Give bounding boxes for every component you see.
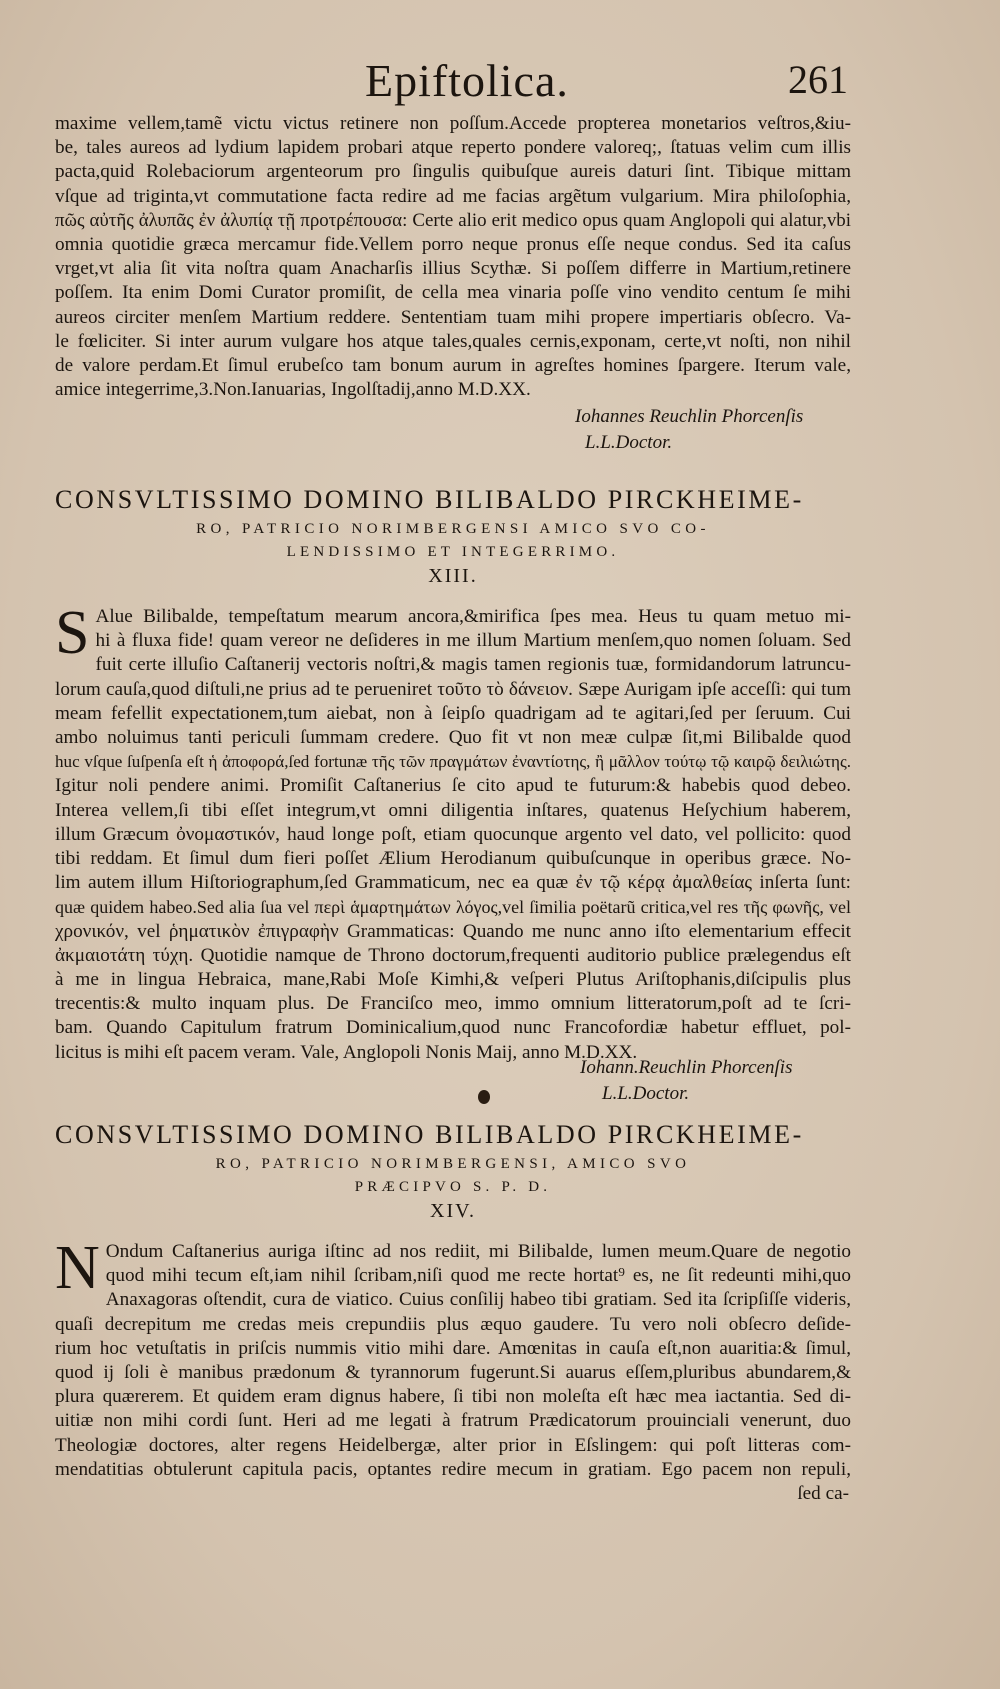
text-line: Anaxagoras oſtendit, cura de viatico. Cuius conſilij habeo tibi gratiam. Sed ita ſcripſiſſe videris, [105, 1289, 851, 1311]
text-line: quod mihi tecum eſt,iam nihil ſcribam,niſi quod me recte hortat⁹ es, ne ſit redeunti mihi,quo [105, 1265, 851, 1287]
text-line: meam fefellit expectationem,tum aiebat, non à ſeipſo quadrigam ad te agitari,ſed per ſeruum. Cui [55, 702, 851, 724]
text-line: pacta,quid Rolebaciorum argenteorum pro ſingulis quibuſque aureis daturi ſint. Tibique mittam [55, 161, 851, 183]
text-line: poſſem. Ita enim Domi Curator promiſit, de cella mea vinaria poſſe vino vendito centum ſe mihi [55, 282, 851, 304]
text-line: lim autem illum Hiſtoriographum,ſed Grammaticum, nec ea quæ ἐν τῷ κέρᾳ ἀμαλθείας inſerta ſunt: [55, 872, 851, 894]
text-line: Ondum Caſtanerius auriga iſtinc ad nos rediit, mi Bilibalde, lumen meum.Quare de negotio [105, 1241, 851, 1262]
text-line: ἀκμαιοτάτη τύχη. Quotidie namque de Throno doctorum,frequenti auditorio publice prælegendus eſt [55, 944, 851, 966]
text-line: omnia quotidie græca mercamur fide.Vellem porro neque pronus eſſe neque condus. Sed ita caſus [55, 234, 851, 256]
text-line: Interea vellem,ſi tibi eſſet integrum,vt omni diligentia inſtares, quatenus Heſychium haberem, [55, 799, 851, 821]
letter-14-heading [55, 1120, 851, 1223]
drop-initial: S [55, 599, 90, 667]
letter-14-body [55, 1234, 851, 1506]
text-line: quod ij ſoli è manibus prædonum & tyrannorum fugerunt.Si auarus eſſem,pluribus abundarem,& [55, 1362, 851, 1384]
letter-prev-body [55, 112, 851, 402]
text-line: de valore perdam.Et ſimul erubeſco tam bonum aurum in agreſtes homines ſpargere. Iterum vale, [55, 355, 851, 377]
letter-number: XIV. [430, 1200, 476, 1222]
page-number: 261 [788, 57, 848, 102]
heading-line: LENDISSIMO ET INTEGERRIMO. [286, 544, 620, 560]
signature-title: L.L.Doctor. [585, 432, 673, 453]
text-line: amice integerrime,3.Non.Ianuarias, Ingolſtadij,anno M.D.XX. [55, 379, 531, 401]
text-line: plura quærerem. Et quidem eram dignus habere, ſi tibi non moleſta eſt hæc mea iactantia. Sed di- [55, 1386, 851, 1408]
heading-line: CONSVLTISSIMO DOMINO BILIBALDO PIRCKHEIME- [55, 485, 804, 514]
text-line: maxime vellem,tamẽ victu victus retinere non poſſum.Accede propterea monetarios veſtros,&iu- [55, 113, 851, 134]
text-line: lorum cauſa,quod diſtuli,ne prius ad te perueniret τοῦτο τὸ δάνειον. Sæpe Aurigam ipſe acceſſi: qui tum [55, 678, 851, 700]
text-line: πῶς αὐτῆς ἀλυπᾶς ἐν ἀλυπίᾳ τῇ προτρέπουσα: Certe alio erit medico opus quam Anglopoli qui alatur,vbi [55, 209, 851, 231]
text-line: quæ quidem habeo.Sed alia ſua vel περὶ ἁμαρτημάτων λόγος,vel ſimilia poëtarũ critica,vel res τῆς φωνῆς, vel [55, 897, 851, 918]
text-line: huc vſque ſuſpenſa eſt ἡ ἀποφορά,ſed fortunæ τῆς τῶν πραγμάτων ἐναντίοτης, ἢ μᾶλλον τούτῳ τῷ καιρῷ δειλιώτης. [55, 752, 851, 772]
heading-line: RO, PATRICIO NORIMBERGENSI, AMICO SVO [215, 1156, 691, 1172]
text-line: mendatitias obtulerunt capitula pacis, optantes redire mecum in gratiam. Ego pacem non repuli, [55, 1458, 851, 1480]
letter-13-heading [55, 485, 851, 588]
heading-line: CONSVLTISSIMO DOMINO BILIBALDO PIRCKHEIME- [55, 1120, 804, 1149]
text-line: quaſi decrepitum me credas meis crepundiis plus æquo gaudere. Tu vero noli obſecro deſide- [55, 1313, 851, 1335]
signature-title: L.L.Doctor. [602, 1083, 690, 1104]
text-line: vrget,vt alia ſit vita noſtra quam Anacharſis illius Scythæ. Si poſſem differre in Martium,retinere [55, 258, 851, 280]
text-line: à me in lingua Hebraica, mane,Rabi Moſe Kimhi,& veſperi Plutus Ariſtophanis,diſcipulis plus [55, 969, 851, 991]
letter-13-signature [580, 1055, 792, 1107]
ornament-dot [478, 1090, 490, 1104]
text-line: licitus is mihi eſt pacem veram. Vale, Anglopoli Nonis Maij, anno M.D.XX. [55, 1041, 638, 1063]
heading-line: PRÆCIPVO S. P. D. [354, 1179, 552, 1195]
running-head [0, 48, 1000, 108]
text-line: illum Græcum ὀνομαστικόν, haud longe poſt, etiam quocunque argento vel dato, vel pollicito: quod [55, 823, 851, 845]
text-line: Alue Bilibalde, tempeſtatum mearum ancora,&mirifica ſpes mea. Heus tu quam metuo mi- [95, 606, 851, 627]
signature-name: Iohannes Reuchlin Phorcenſis [575, 406, 804, 427]
text-line: hi à fluxa fide! quam vereor ne deſideres in me illum Martium menſem,quo nomen ſoluam. Sed [95, 630, 851, 652]
letter-prev-signature [575, 404, 803, 456]
text-line: Igitur noli pendere animi. Promiſit Caſtanerius ſe cito apud te futurum:& habebis quod debeo. [55, 775, 851, 797]
text-line: ambo noluimus tanti periculi ſummam credere. Quo fit vt non meæ culpæ ſit,mi Bilibalde quod [55, 727, 851, 749]
text-line: Theologiæ doctores, alter regens Heidelbergæ, alter prior in Eſslingem: qui poſt litteras com- [55, 1434, 851, 1456]
text-line: fuit certe illuſio Caſtanerij vectoris noſtri,& magis tamen regionis tuæ, formidandorum latruncu- [95, 654, 851, 676]
text-line: vſque ad triginta,vt commutatione facta redire ad me facias argẽtum vulgarium. Mira philoſophia, [55, 185, 851, 207]
catchword: ſed ca- [797, 1483, 849, 1505]
text-line: be, tales aureos ad lydium lapidem probari atque reperto pondere valoreq;, ſtatuas velim cum illis [55, 137, 851, 159]
signature-name: Iohann.Reuchlin Phorcenſis [580, 1057, 793, 1078]
text-line: uitiæ non mihi cordi ſunt. Heri ad me legati à fratrum Prædicatorum prouinciali venerunt, duo [55, 1410, 851, 1432]
letter-13-body [55, 599, 851, 1065]
text-line: aureos circiter menſem Martium reddere. Sententiam tuam mihi propere impertiaris obſecro. Va- [55, 306, 851, 328]
text-line: rium hoc vetuſtatis in priſcis nummis vitio mihi dare. Amœnitas in cauſa eſt,non auaritia:& ſimul, [55, 1337, 851, 1359]
text-line: tibi reddam. Et ſimul dum fieri poſſet Ælium Herodianum quibuſcunque in operibus græce. No- [55, 848, 851, 870]
heading-line: RO, PATRICIO NORIMBERGENSI AMICO SVO CO- [196, 521, 710, 537]
text-line: trecentis:& multo inquam plus. De Franciſco meo, immo omnium litteratorum,poſt ad te ſcri- [55, 993, 851, 1015]
letter-number: XIII. [428, 565, 478, 587]
text-line: le fœliciter. Si inter aurum vulgare hos atque tales,quales cernis,exponam, certe,vt noſti, non nihil [55, 330, 851, 352]
text-line: χρονικόν, vel ῥηματικὸν ἐπιγραφὴν Grammaticas: Quando me nunc anno iſto elementarium effecit [55, 920, 851, 942]
drop-initial: N [55, 1234, 100, 1302]
running-head-title: Epiftolica. [365, 55, 569, 106]
text-line: bam. Quando Capitulum fratrum Dominicalium,quod nunc Francofordiæ habetur effluet, pol- [55, 1017, 851, 1039]
